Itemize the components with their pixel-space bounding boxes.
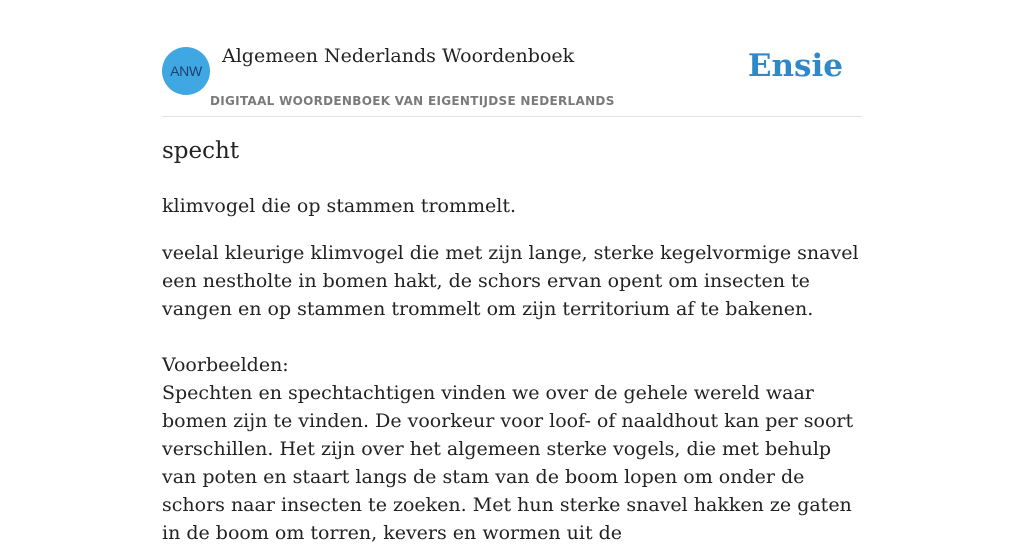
site-subtitle: DIGITAAL WOORDENBOEK VAN EIGENTIJDSE NEDERLANDS: [210, 94, 615, 108]
logo-text: ANW: [170, 63, 202, 79]
anw-logo[interactable]: [162, 47, 210, 95]
example-text: Spechten en spechtachtigen vinden we over de gehele wereld waar bomen zijn te vinden. De voorkeur voor loof- of naaldhout kan per soort verschillen. Het zijn over het algemeen sterke vogels, die met behulp van poten en staart langs de stam van de boom lopen om onder de schors naar insecten te zoeken. Met hun sterke snavel hakken ze gaten in de boom om torren, kevers en wormen uit de: [162, 382, 854, 544]
content-container: [162, 0, 862, 544]
ensie-brand-link[interactable]: Ensie: [747, 48, 843, 84]
examples-label: Voorbeelden:: [162, 354, 289, 376]
site-title[interactable]: Algemeen Nederlands Woordenboek: [222, 45, 575, 67]
site-header: [162, 0, 862, 117]
headword: specht: [162, 138, 240, 164]
short-definition: klimvogel die op stammen trommelt.: [162, 195, 516, 217]
long-definition: veelal kleurige klimvogel die met zijn lange, sterke kegelvormige snavel een nestholte in bomen hakt, de schors ervan opent om insecten te vangen en op stammen trommelt om zijn territorium af te bakenen.: [162, 242, 859, 320]
